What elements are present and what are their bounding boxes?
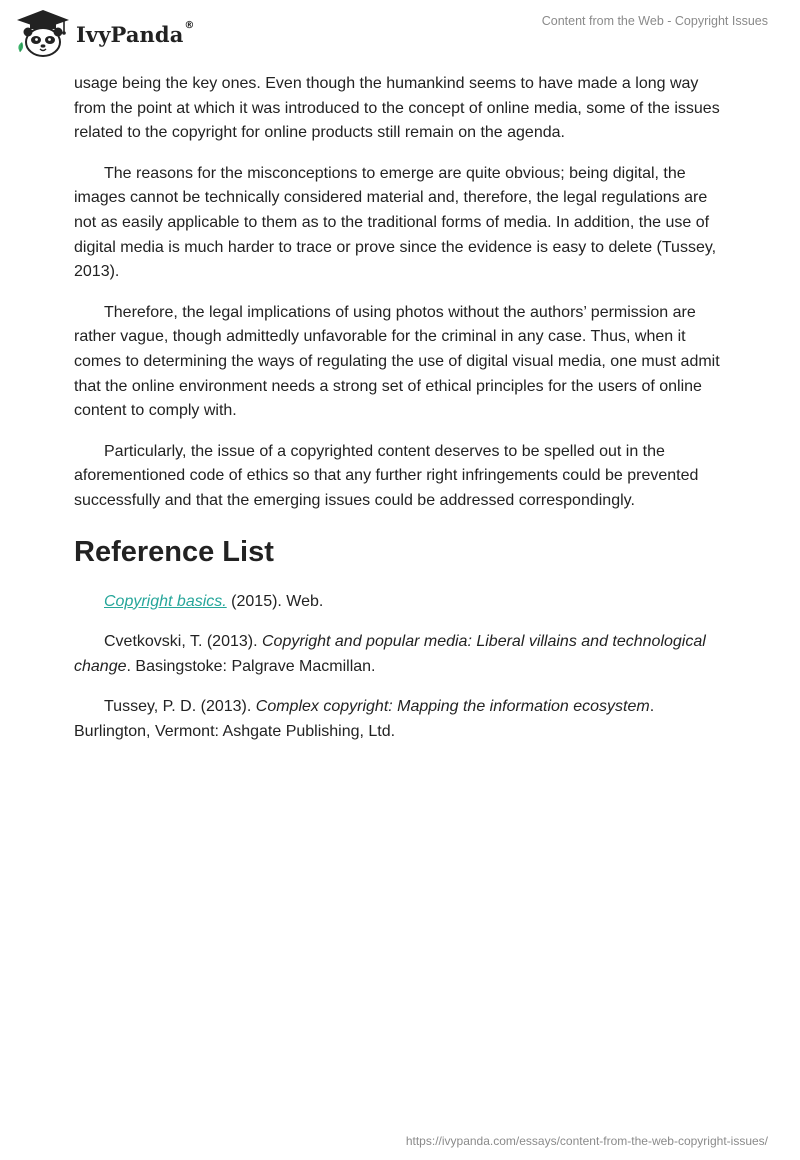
- reference-author: Cvetkovski, T. (2013).: [104, 633, 262, 651]
- copyright-basics-link[interactable]: Copyright basics.: [104, 592, 227, 610]
- reference-list-heading: Reference List: [74, 535, 274, 568]
- reference-rest: (2015). Web.: [226, 592, 324, 610]
- essay-content: [74, 72, 728, 760]
- reference-title: Copyright and popular media: Liberal villains and technological change: [74, 633, 706, 675]
- reference-item: [74, 695, 728, 744]
- registered-mark: ®: [184, 19, 195, 31]
- reference-title: Complex copyright: Mapping the information ecosystem: [255, 698, 650, 716]
- reference-rest: . Basingstoke: Palgrave Macmillan.: [126, 657, 376, 675]
- page-header: [0, 0, 800, 66]
- brand-name: IvyPanda®: [76, 19, 195, 47]
- paragraph-misconceptions: The reasons for the misconceptions to emerge are quite obvious; being digital, the images cannot be technically considered material and, therefore, the legal regulations are not as easily applicable to them as to the traditional forms of media. In addition, the use of digital media is much harder to trace or prove since the evidence is easy to delete (Tussey, 2013).: [74, 164, 717, 281]
- source-url: https://ivypanda.com/essays/content-from-the-web-copyright-issues/: [405, 1134, 768, 1148]
- document-title: Content from the Web - Copyright Issues: [541, 14, 768, 28]
- paragraph-code-of-ethics: Particularly, the issue of a copyrighted content deserves to be spelled out in the aforementioned code of ethics so that any further right infringements could be prevented successfully and that the emerging issues could be addressed correspondingly.: [74, 442, 699, 509]
- reference-rest: . Burlington, Vermont: Ashgate Publishing, Ltd.: [74, 698, 655, 740]
- reference-author: Tussey, P. D. (2013).: [104, 698, 256, 716]
- paragraph-legal-implications: Therefore, the legal implications of using photos without the authors’ permission are rather vague, though admittedly unfavorable for the criminal in any case. Thus, when it comes to determining the ways of regulating the use of digital visual media, one must admit that the online environment needs a strong set of ethical principles for the users of online content to comply with.: [74, 303, 720, 420]
- reference-item: [74, 590, 728, 615]
- panda-graduate-icon: [14, 8, 72, 58]
- ivypanda-logo[interactable]: [14, 8, 195, 58]
- reference-item: [74, 630, 728, 679]
- paragraph-continuation: usage being the key ones. Even though the humankind seems to have made a long way from the point at which it was introduced to the concept of online media, some of the issues related to the copyright for online products still remain on the agenda.: [74, 75, 720, 142]
